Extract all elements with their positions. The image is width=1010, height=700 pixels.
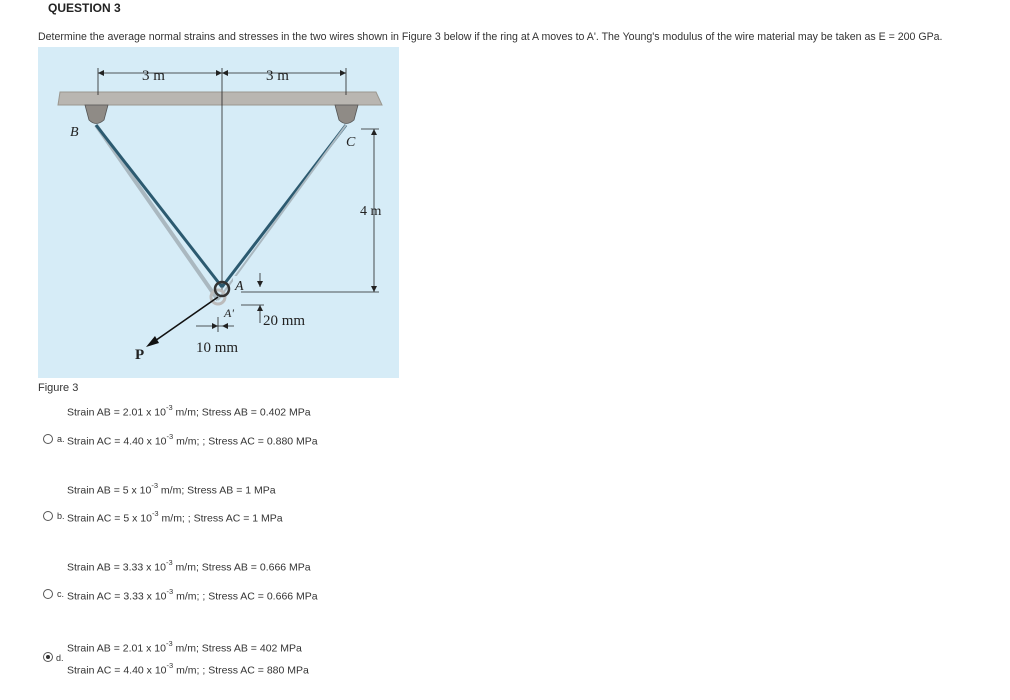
question-title: QUESTION 3	[48, 1, 121, 15]
label-dim-right: 3 m	[266, 68, 289, 84]
figure-3	[38, 47, 399, 378]
force-line	[152, 297, 218, 343]
label-point-c: C	[346, 135, 356, 150]
wire-ab	[96, 125, 222, 287]
wire-diagram	[38, 47, 399, 378]
option-c-letter: c.	[57, 589, 65, 599]
question-prompt: Determine the average normal strains and stresses in the two wires shown in Figure 3 below if the ring at A moves to A'. The Young's modulus of the wire material may be taken as E = 200 GPa.	[38, 31, 943, 43]
option-a-line1: Strain AB = 2.01 x $10^{-3}$ m/m; Stress AB = 0.402 MPa	[67, 403, 311, 419]
disp-v-arrowhead-bottom	[257, 305, 263, 311]
label-height: 4 m	[360, 204, 382, 219]
option-c-line1: Strain AB = 3.33 x $10^{-3}$ m/m; Stress AB = 0.666 MPa	[67, 558, 311, 574]
label-point-a: A	[235, 279, 244, 294]
figure-caption: Figure 3	[38, 382, 79, 394]
option-a-radio[interactable]	[43, 434, 53, 444]
option-b-line2[interactable]: Strain AC = 5 x $10^{-3}$ m/m; ; Stress AC = 1 MPa	[67, 509, 283, 525]
disp-v-arrowhead-top	[257, 281, 263, 287]
option-d-line2[interactable]: Strain AC = 4.40 x $10^{-3}$ m/m; ; Stress AC = 880 MPa	[67, 661, 309, 677]
label-vertical-displacement: 20 mm	[263, 313, 306, 329]
option-c-radio[interactable]	[43, 589, 53, 599]
option-d-radio[interactable]	[43, 652, 53, 662]
wire-ac-displaced	[218, 125, 346, 300]
option-c-line2[interactable]: Strain AC = 3.33 x $10^{-3}$ m/m; ; Stress AC = 0.666 MPa	[67, 587, 318, 603]
label-point-a-prime: A'	[224, 306, 234, 320]
label-point-b: B	[70, 125, 79, 140]
option-a-letter: a.	[57, 434, 65, 444]
label-dim-left: 3 m	[142, 68, 165, 84]
ceiling-support	[58, 92, 382, 105]
option-b-line1: Strain AB = 5 x $10^{-3}$ m/m; Stress AB = 1 MPa	[67, 481, 276, 497]
bracket-b	[85, 105, 108, 124]
wire-ab-displaced	[96, 125, 218, 300]
force-arrowhead	[146, 336, 159, 347]
label-horizontal-displacement: 10 mm	[196, 340, 239, 356]
option-b-radio[interactable]	[43, 511, 53, 521]
option-d-letter: d.	[56, 653, 64, 663]
option-d-line1[interactable]: Strain AB = 2.01 x $10^{-3}$ m/m; Stress AB = 402 MPa	[67, 639, 302, 655]
option-a-line2[interactable]: Strain AC = 4.40 x $10^{-3}$ m/m; ; Stress AC = 0.880 MPa	[67, 432, 318, 448]
option-b-letter: b.	[57, 511, 65, 521]
bracket-c	[335, 105, 358, 124]
label-force-p: P	[135, 347, 145, 363]
